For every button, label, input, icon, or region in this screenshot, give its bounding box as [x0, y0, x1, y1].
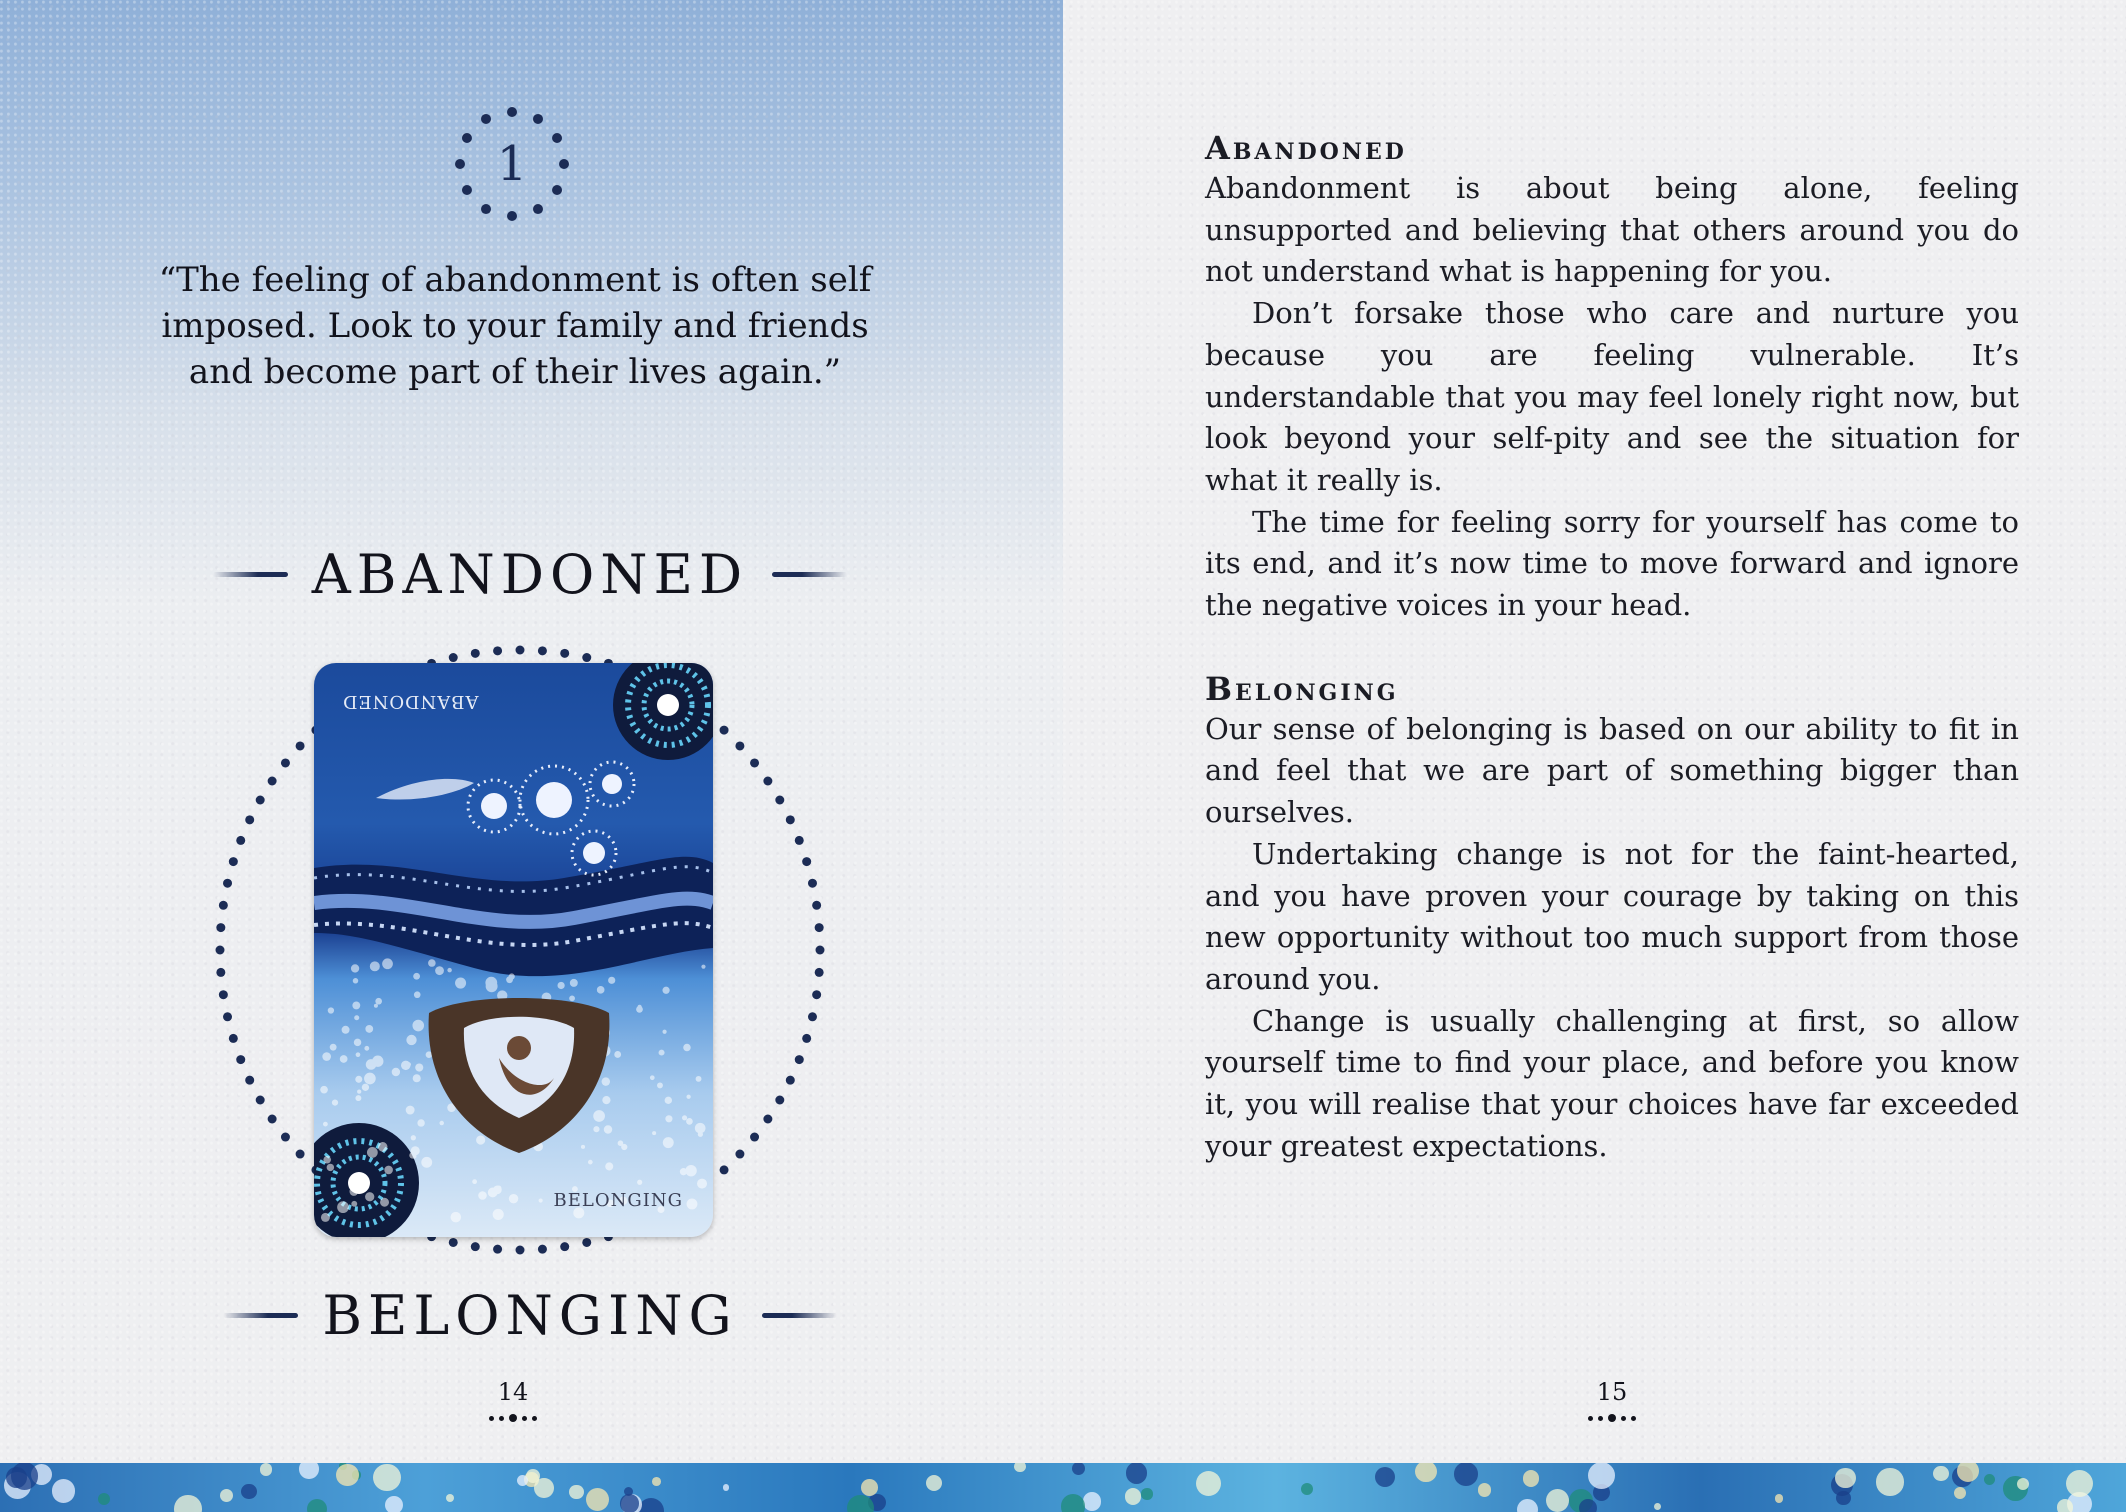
card-number-badge [452, 104, 572, 224]
paragraph: The time for feeling sorry for yourself has come to its end, and it’s now time to move forward and ignore the negative voices in your head. [1205, 504, 2019, 623]
paragraph: Don’t forsake those who care and nurture you because you are feeling vulnerable. It’s understandable that you may feel lonely right now, but look beyond your self-pity and see the situation for what it really is. [1205, 296, 2019, 497]
card-label-top: ABANDONED [342, 691, 479, 712]
page-number-dots-icon [1572, 1414, 1652, 1422]
paragraph: Abandonment is about being alone, feeling unsupported and believing that others around you do not understand what is happening for you. [1205, 171, 2019, 289]
section-heading-abandoned: Abandoned [1205, 129, 1407, 167]
oracle-card [314, 663, 713, 1237]
card-title-top: ABANDONED [311, 543, 749, 606]
card-illustration [200, 630, 840, 1270]
card-title-bottom: BELONGING [322, 1284, 738, 1347]
dot-art-border [0, 1463, 2126, 1512]
guidebook-text [1205, 128, 2019, 1167]
page-number-dots-icon [473, 1414, 553, 1422]
paragraph: Undertaking change is not for the faint-hearted, and you have proven your courage by taking on this new opportunity without too much support from those around you. [1205, 836, 2019, 996]
title-rule-left [223, 1313, 298, 1318]
card-artwork-icon [314, 663, 713, 1237]
page-number-right: 15 [1596, 1378, 1628, 1406]
title-rule-right [772, 572, 847, 577]
card-quote: “The feeling of abandonment is often self imposed. Look to your family and friends and become part of their lives again.” [158, 260, 872, 392]
paragraph: Change is usually challenging at first, so allow yourself time to find your place, and before you know it, you will realise that your choices have far exceeded your greatest expectations. [1205, 1003, 2019, 1163]
card-number: 1 [496, 136, 528, 192]
title-rule-right [762, 1313, 837, 1318]
page-number-left: 14 [497, 1378, 529, 1406]
title-bottom-row [150, 1284, 910, 1347]
section-heading-belonging: Belonging [1205, 669, 1399, 708]
card-label-bottom: BELONGING [553, 1190, 683, 1211]
paragraph: Our sense of belonging is based on our ability to fit in and feel that we are part of something bigger than ourselves. [1205, 711, 2019, 830]
title-rule-left [213, 572, 288, 577]
title-top-row [150, 543, 910, 606]
